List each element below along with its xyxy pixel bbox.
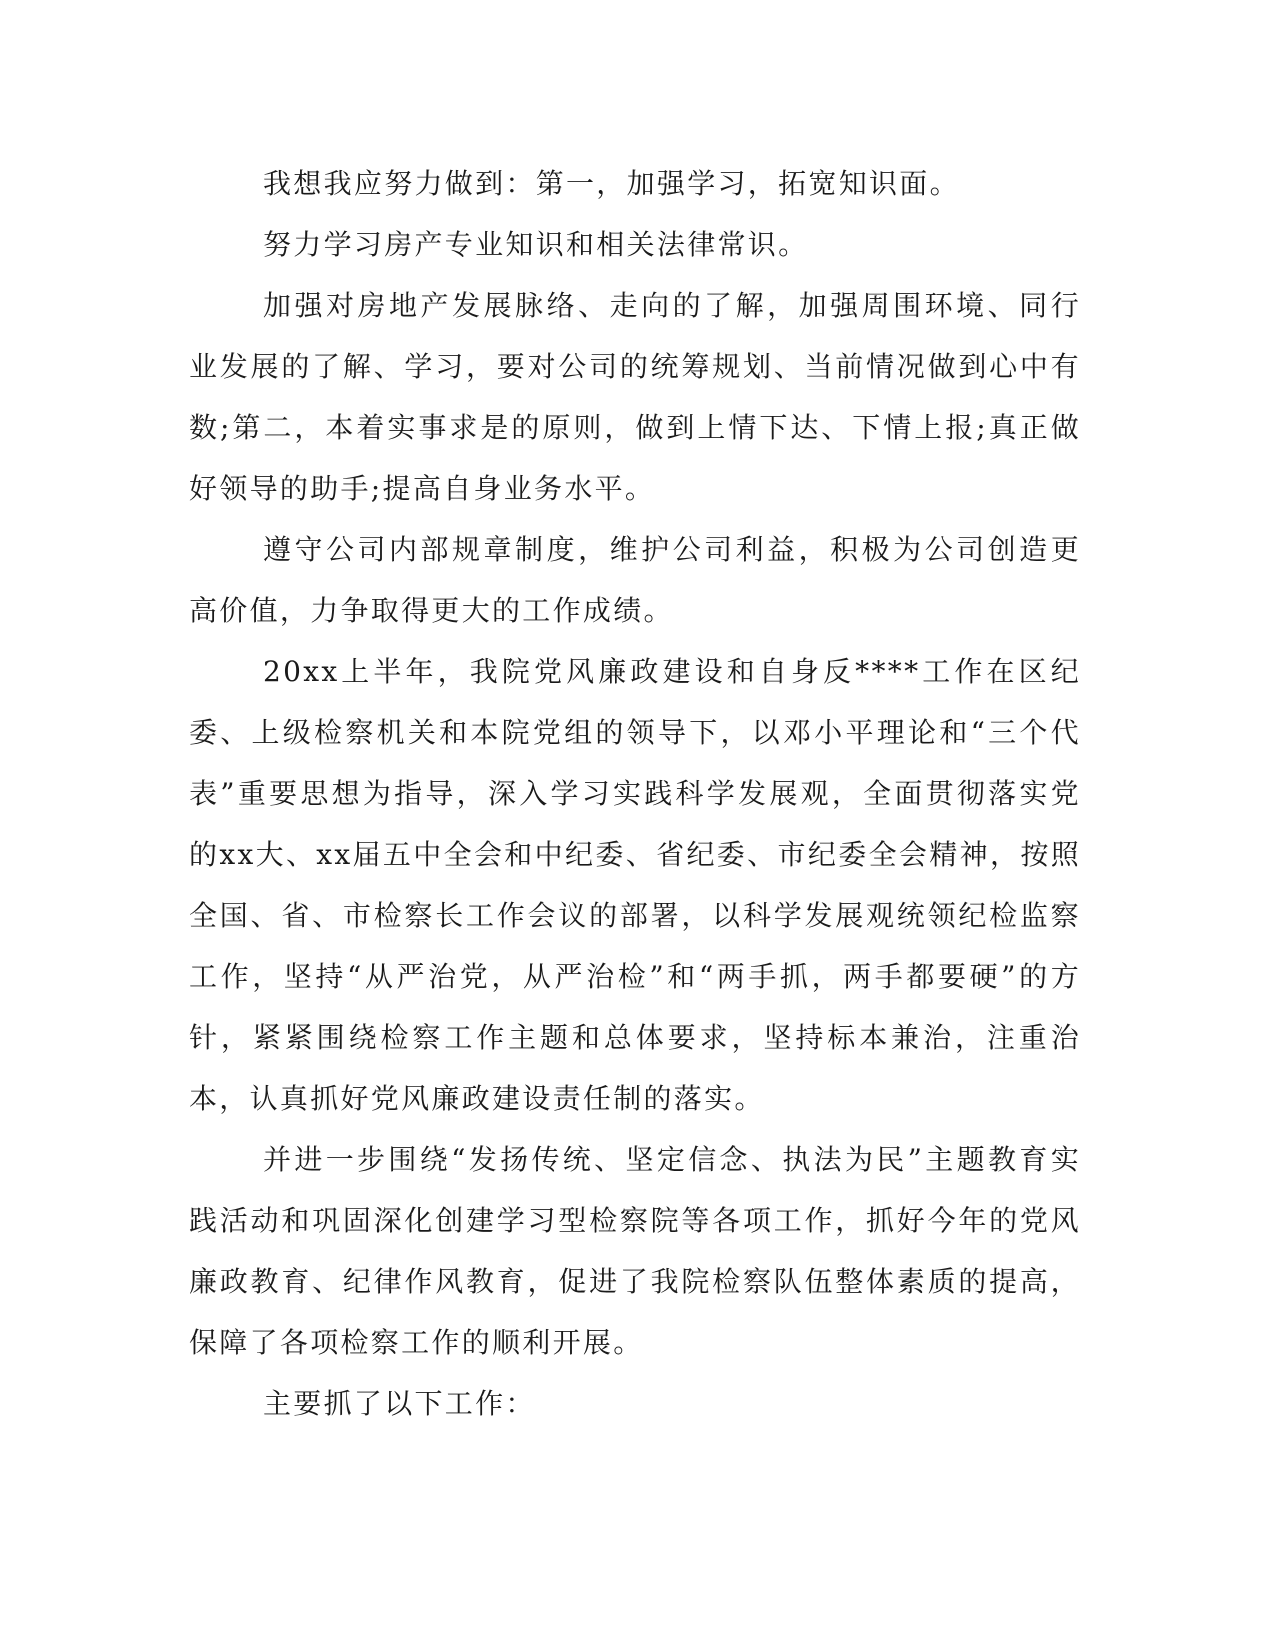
paragraph-theme-education: 并进一步围绕“发扬传统、坚定信念、执法为民”主题教育实践活动和巩固深化创建学习型检察院等各项工作，抓好今年的党风廉政教育、纪律作风教育，促进了我院检察队伍整体素质的提高，保障了各项检察工作的顺利开展。 (189, 1143, 1081, 1359)
paragraph-study-knowledge: 努力学习房产专业知识和相关法律常识。 (263, 228, 809, 261)
paragraph-industry-understanding: 加强对房地产发展脉络、走向的了解，加强周围环境、同行业发展的了解、学习，要对公司的统筹规划、当前情况做到心中有数;第二，本着实事求是的原则，做到上情下达、下情上报;真正做好领导的助手;提高自身业务水平。 (189, 289, 1081, 505)
paragraph-first-half-review: 20xx上半年，我院党风廉政建设和自身反****工作在区纪委、上级检察机关和本院党组的领导下，以邓小平理论和“三个代表”重要思想为指导，深入学习实践科学发展观，全面贯彻落实党的xx大、xx届五中全会和中纪委、省纪委、市纪委全会精神，按照全国、省、市检察长工作会议的部署，以科学发展观统领纪检监察工作，坚持“从严治党，从严治检”和“两手抓，两手都要硬”的方针，紧紧围绕检察工作主题和总体要求，坚持标本兼治，注重治本，认真抓好党风廉政建设责任制的落实。 (189, 655, 1081, 1115)
paragraph-company-rules: 遵守公司内部规章制度，维护公司利益，积极为公司创造更高价值，力争取得更大的工作成绩。 (189, 533, 1081, 627)
paragraph-main-work-heading: 主要抓了以下工作： (263, 1387, 536, 1420)
document-body (189, 153, 1081, 1434)
paragraph-goal-intro: 我想我应努力做到：第一，加强学习，拓宽知识面。 (263, 167, 960, 200)
